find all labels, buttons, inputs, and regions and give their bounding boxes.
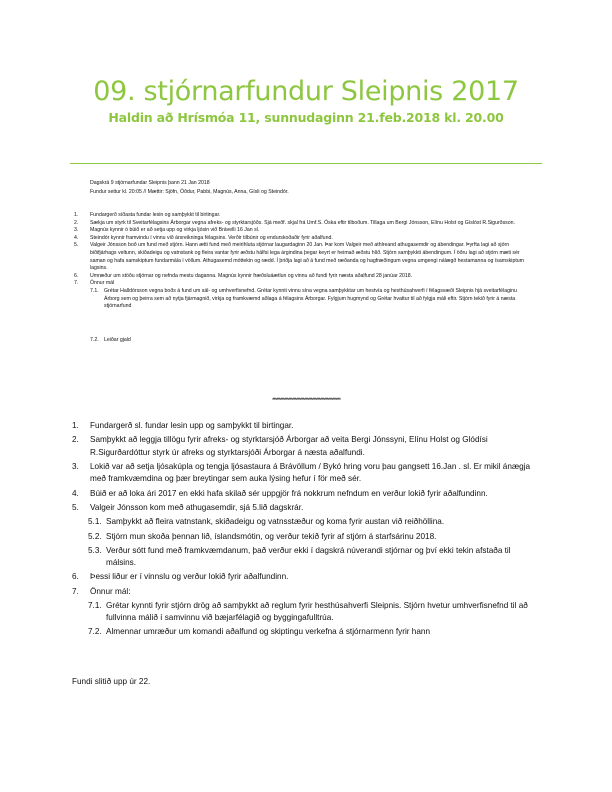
minutes-item-text: Búið er að loka ári 2017 en ekki hafa skilað sér uppgjör frá nokkrum nefndum en verður lokið fyrir aðalfundinn.	[90, 488, 488, 498]
minutes-sub-item	[72, 545, 542, 569]
minutes-sub-item	[72, 531, 542, 543]
agenda-item-text: Valgeir Jónsson boð um fund með stjórn. Hann ætti fund með meirihluta stjórnar laugardaginn 20 Jan. Þar kom Valgeir með athlreand athugasemdir og ábendingar. Þyrfta lagi að sjórn biðifjárhags veltunn, skiðadeigu og vatnstank og fleira vantar fyrir æðstu hálfsi lega árgindina þegar keyrt er heimað æðstu hlíð. Stjórn samþykkti ábendingum. Í öðru lagi að stjórn mæti sér saman og hafa samskiptum fundarmála í völlum. Athugasemd móttekin og rædd. Í þriðja lagi að á fund með ræðanda og hagfræðingum vegna umgengi nálægð hestamanna og ísamskiptum lagsins.	[90, 242, 524, 272]
header-divider	[70, 163, 542, 164]
minutes-sub-item-number: 7.2.	[88, 627, 102, 637]
minutes-sub-item	[72, 516, 542, 528]
minutes-item-text: Fundargerð sl. fundar lesin upp og samþykkt til birtingar.	[90, 421, 294, 430]
agenda-item	[74, 242, 524, 272]
agenda-item	[74, 280, 524, 288]
agenda-item-text: Fundargerð síðasta fundar lesin og samþykkt til birtingar.	[90, 212, 221, 218]
minutes-item-number: 2.	[72, 435, 79, 445]
minutes-item	[72, 434, 542, 458]
agenda-item-number: 7.	[74, 280, 79, 287]
page-title: 09. stjórnarfundur Sleipnis 2017	[93, 76, 519, 107]
minutes-sub-item-text: Verður sótt fund með framkvæmdanum, það verður ekki í dagskrá núverandi stjórnar og því ekki tekin afstaða til málsins.	[106, 545, 511, 567]
minutes-sub-item-number: 7.1.	[88, 600, 102, 610]
minutes-item-text: Þessi liður er í vinnslu og verður lokið fyrir aðalfundinn.	[90, 572, 289, 582]
agenda-item-text: Magnús kynnir ó búið er að setja upp og virkja ljósin við Brávelli 16 Jan sl.	[90, 227, 260, 234]
agenda-item-number: 2.	[74, 219, 79, 226]
minutes-item	[72, 488, 542, 500]
minutes-item-text: Samþykkt að leggja tillögu fyrir afreks- og styrktarsjóð Árborgar að veita Bergi Jónssyni, Elínu Holst og Glódísi R.Sigurðardóttur styrk úr afreks og styrktarsjóði Árborgar á næsta aðalfundi.	[90, 435, 488, 457]
agenda-sub-item	[76, 337, 524, 345]
agenda-item-number: 4.	[74, 234, 79, 241]
agenda-item-text: Önnur mál	[90, 280, 115, 287]
agenda-intro	[90, 179, 289, 196]
minutes-item	[72, 502, 542, 514]
minutes-sub-item-text: Grétar kynnti fyrir stjórn drög að samþykkt að reglum fyrir hesthúsahverfi Sleipnis. Stjórn hvetur umhverfisnefnd til að fullvinna málið í samvinnu við bæjarfélagið og byggingafulltrúa.	[106, 600, 528, 623]
minutes-sub-item-text: Samþykkt að fleira vatnstank, skiðadeigu og vatnsstæður og koma fyrir austan við reiðhöllina.	[106, 517, 445, 527]
minutes-item-text: Önnur mál:	[90, 586, 131, 596]
agenda-list	[74, 212, 524, 344]
agenda-item	[74, 212, 524, 220]
agenda-sub-item-number: 7.1.	[90, 287, 99, 294]
minutes-item-text: Valgeir Jónsson kom með athugasemdir, sjá 5.lið dagskrár.	[90, 502, 304, 512]
agenda-item-text: Sækja um styrk til Sveitarfélagsins Árborgar vegna afreks- og styrktarsjóðs. Sjá meðf. skjal frá Umf.S. Óska eftir tilboðum. Tillaga um Bergi Jónsson, Elínu Holst og Gíslóst R.Sigurðsson.	[90, 219, 515, 226]
agenda-sub-item-text: Grétar Halldórsson vegna boðs á fund um sál- og umhverfisnefnd. Grétar kynnti vinnu sína vegna samþykktar um hestvía og hesthúsahverfi í félagsvæði Sleipnis hjá sveitarfélaginu Árborg sem og þeirra sem að nytja fjármagnið, virkja og framkvæmd aðlaga á félagsins Árborgar. Fylgjum hugmynd og Grétar hvattur til að fylgja máli eftir. Stjórn tekið fyrir á næsta stjórnarfund	[104, 287, 517, 310]
agenda-item-text: Steindór kynnir framvindu í vinnu við ársreikninga félagsins. Verðir tilbúnir og endurskoðaðir fyrir aðalfund.	[90, 234, 333, 241]
agenda-item-number: 3.	[74, 227, 79, 234]
minutes-item	[72, 420, 542, 432]
agenda-sub-item-number: 7.2.	[90, 336, 99, 343]
section-separator: ***************************************************	[271, 398, 341, 404]
minutes-item-number: 1.	[72, 421, 79, 430]
agenda-item	[74, 273, 524, 281]
minutes-list	[72, 420, 542, 641]
agenda-item-number: 1.	[74, 212, 79, 218]
minutes-sub-item-number: 5.1.	[88, 517, 102, 527]
minutes-sub-item-number: 5.3.	[88, 545, 102, 555]
minutes-sub-item	[72, 626, 542, 638]
agenda-item-number: 6.	[74, 272, 79, 279]
minutes-item-number: 4.	[72, 488, 79, 498]
agenda-intro-line: Fundur settur kl. 20:05 // Mættir: Sjöfn, Óðdur, Pabbi, Magnús, Anna, Gísli og Steindór.	[90, 188, 289, 195]
agenda-sub-item-text: Leiðar gjald	[104, 336, 131, 343]
minutes-sub-item	[72, 600, 542, 624]
minutes-item	[72, 586, 542, 598]
minutes-item-number: 7.	[72, 586, 79, 596]
minutes-sub-item-number: 5.2.	[88, 531, 102, 541]
agenda-intro-line: Dagskrá 9 stjórnarfundar Sleipnis þann 21 Jan 2018	[90, 180, 210, 186]
agenda-sub-item	[76, 288, 524, 311]
minutes-item	[72, 571, 542, 583]
minutes-item-number: 3.	[72, 461, 79, 471]
minutes-item	[72, 461, 542, 485]
spacer	[74, 311, 524, 337]
minutes-sub-item-text: Almennar umræður um komandi aðalfund og skiptingu verkefna á stjórnarmenn fyrir hann	[106, 627, 431, 637]
minutes-item-number: 5.	[72, 502, 79, 512]
minutes-item-number: 6.	[72, 572, 79, 582]
closing-note: Fundi slitið upp úr 22.	[72, 677, 151, 686]
minutes-item-text: Lokið var að setja ljósakúpla og tengja ljósastaura á Brávöllum / Bykó hring voru þau gangsett 16.Jan . sl. Er mikil ánægja með framkvæmdina og þær breytingar sem auka lýsing hefur í för með sér.	[90, 461, 531, 484]
agenda-item	[74, 227, 524, 235]
minutes-sub-item-text: Stjórn mun skoða þennan lið, íslandsmótin, og verður tekið fyrir af stjórn á starfsárinu 2018.	[106, 531, 437, 541]
agenda-item-text: Umræður um stöðu stjórnar og nefnda mestu daganna. Magnús kynnir fræðsluáætlun og vinnu að fundi fyrir næsta aðalfund 28 janúar 2018.	[90, 272, 413, 279]
agenda-item-number: 5.	[74, 242, 79, 249]
meeting-subtitle: Haldin að Hrísmóa 11, sunnudaginn 21.feb.2018 kl. 20.00	[108, 110, 504, 125]
